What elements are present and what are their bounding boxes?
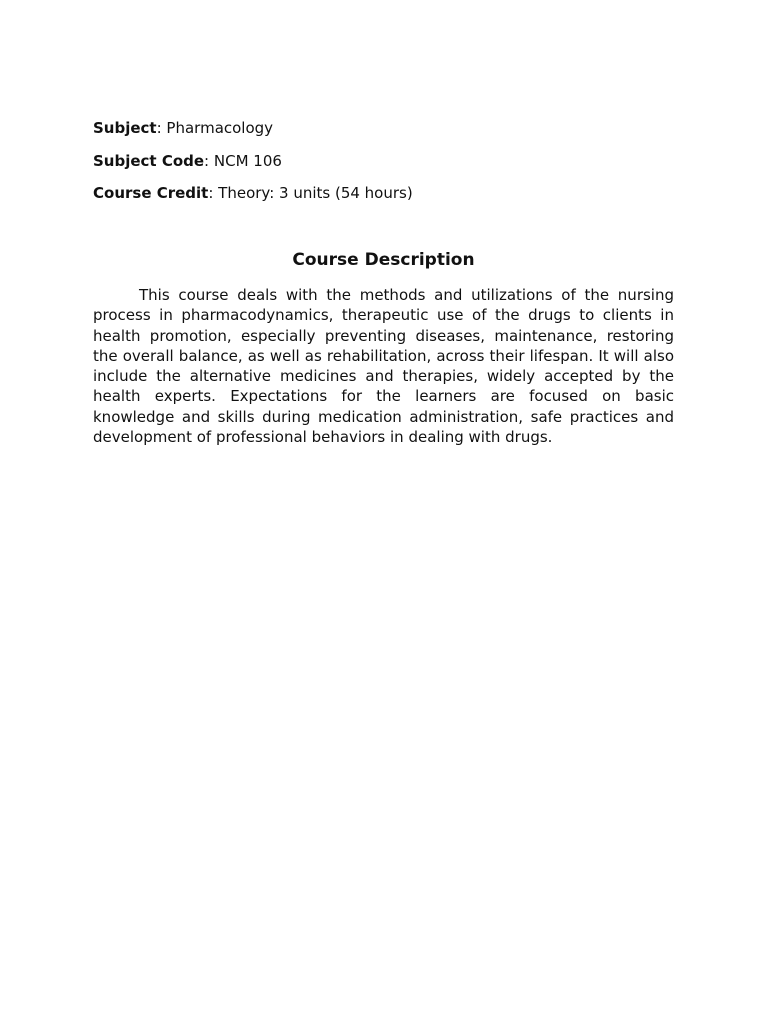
course-credit-label: Course Credit: [93, 184, 209, 202]
course-credit-field: [93, 183, 413, 203]
subject-code-field: [93, 151, 282, 171]
subject-value: : Pharmacology: [156, 119, 274, 137]
course-credit-value: : Theory: 3 units (54 hours): [208, 184, 413, 202]
course-description-text: This course deals with the methods and utilizations of the nursing process in pharmacodynamics, therapeutic use of the drugs to clients in health promotion, especially preventing diseases, maintenance, restoring the overall balance, as well as rehabilitation, across their lifespan. It will also include the alternative medicines and therapies, widely accepted by the health experts. Expectations for the learners are focused on basic knowledge and skills during medication administration, safe practices and development of professional behaviors in dealing with drugs.: [93, 286, 674, 447]
subject-label: Subject: [93, 119, 157, 137]
subject-field: [93, 118, 273, 138]
course-description-heading: Course Description: [292, 250, 475, 270]
subject-code-label: Subject Code: [93, 152, 205, 170]
subject-code-value: : NCM 106: [204, 152, 282, 170]
